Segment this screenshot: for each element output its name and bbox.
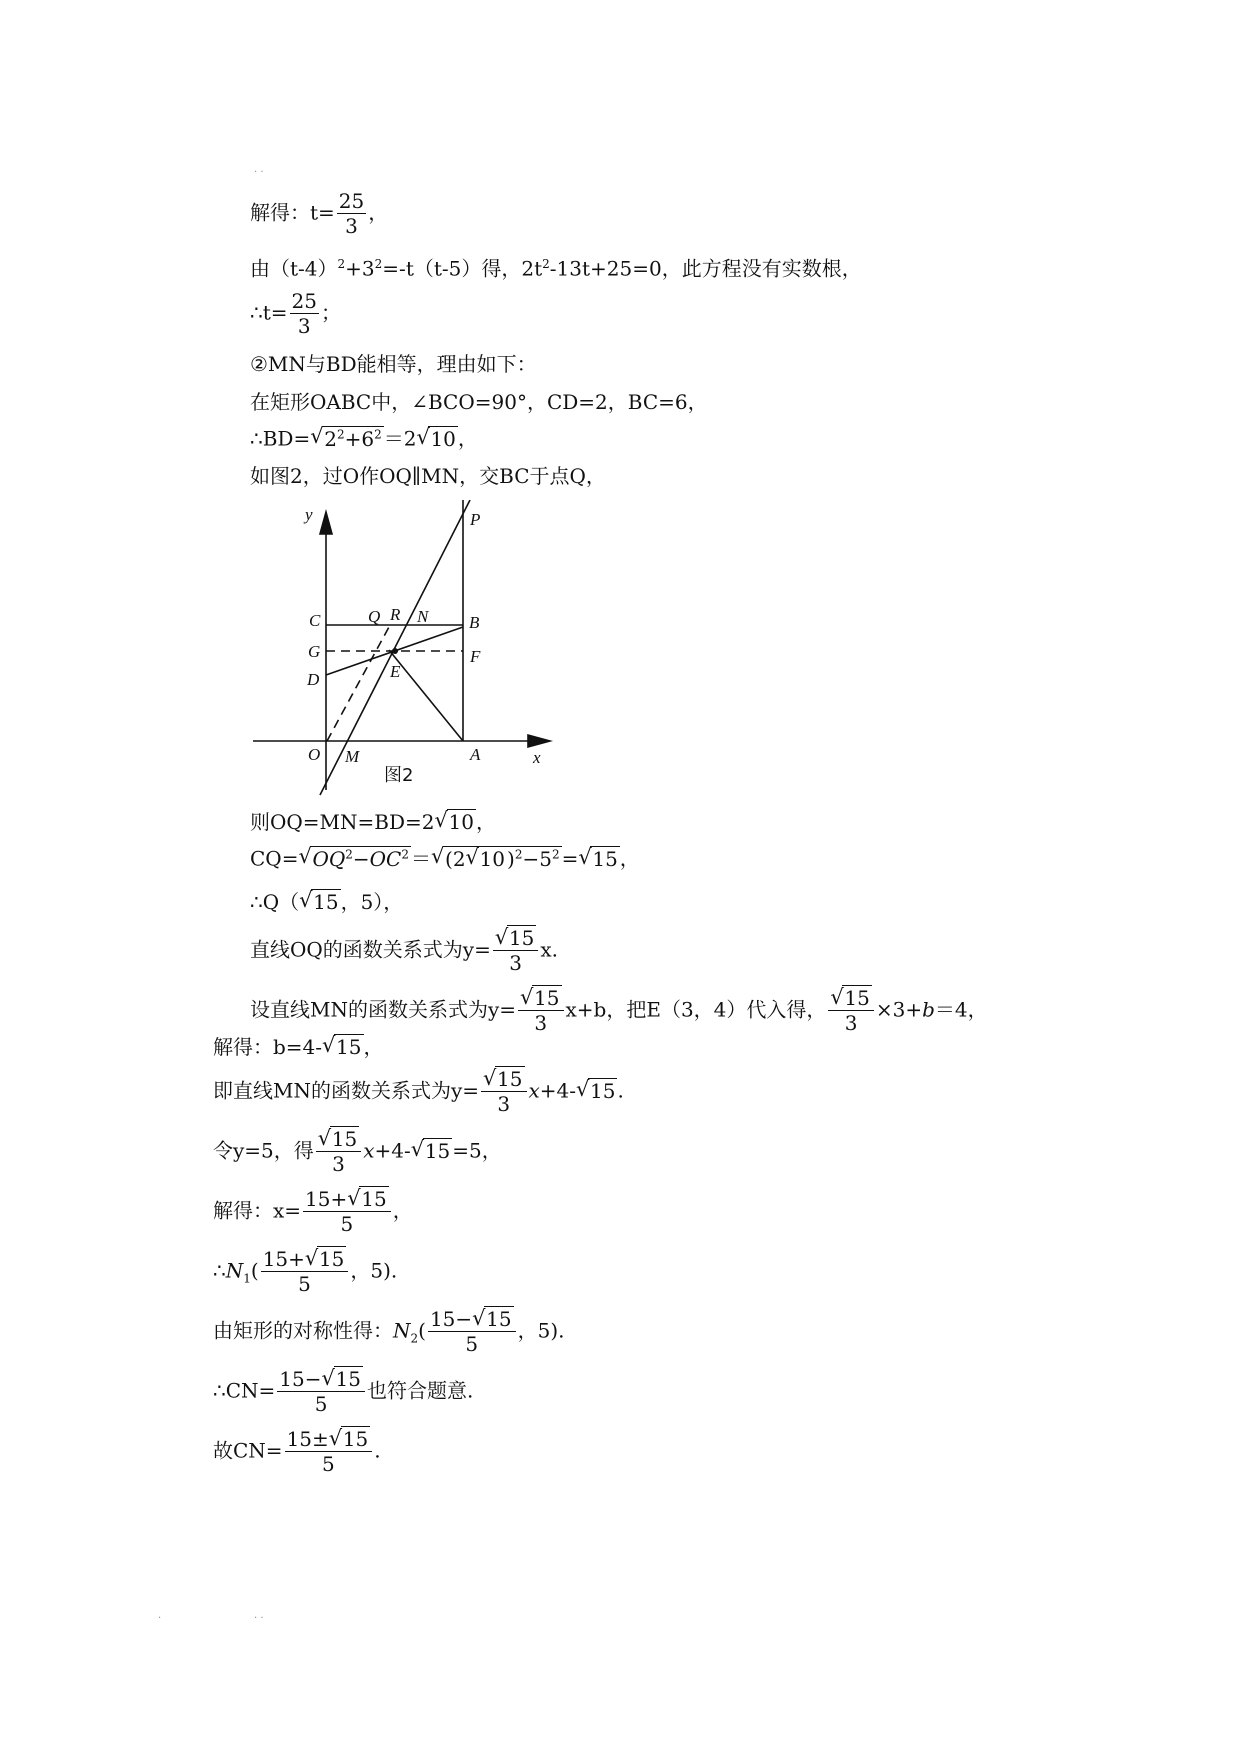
fraction: [828, 987, 873, 1035]
line-let-y: [213, 1128, 502, 1176]
label-q: Q: [368, 607, 381, 626]
numerator: 25: [338, 189, 365, 213]
text: .: [617, 1078, 624, 1103]
text: .: [374, 1438, 381, 1463]
radicand: 15: [424, 1138, 451, 1163]
text: 15±: [286, 1427, 329, 1451]
text: 15−: [429, 1307, 473, 1331]
text: x.: [540, 937, 558, 962]
text: x+b，把E（3，4）代入得，: [565, 997, 827, 1022]
radicand: 15: [844, 986, 870, 1010]
radicand: 15: [361, 1187, 387, 1211]
line-n2: [213, 1308, 565, 1356]
label-y: y: [305, 505, 313, 524]
label-a: A: [470, 745, 481, 764]
fraction: [316, 1128, 361, 1176]
label-x: x: [533, 748, 541, 767]
line-cq: [250, 848, 640, 869]
label-r: R: [390, 605, 401, 624]
scan-mark-top: . .: [254, 164, 264, 175]
denominator: 3: [844, 1011, 858, 1035]
text: N: [225, 1258, 244, 1283]
text: x: [528, 1078, 540, 1103]
fraction: [493, 927, 538, 975]
text: ∴t=: [250, 300, 288, 325]
denominator: 3: [297, 314, 311, 338]
figure-caption: 图2: [384, 765, 414, 786]
text: ＝: [411, 846, 432, 871]
radicand: 15: [592, 846, 618, 871]
fraction: [277, 1368, 365, 1416]
text: ，: [619, 846, 640, 871]
text: =-t（t-5）得，2t: [382, 256, 543, 281]
line-rectangle: 在矩形OABC中，∠BCO=90°，CD=2，BC=6，: [250, 390, 708, 414]
line-q-point: [250, 892, 403, 912]
radical: [305, 1248, 346, 1271]
radical: [466, 846, 507, 871]
radicand: 10: [430, 426, 456, 451]
radical: [483, 1068, 524, 1091]
radicand: 15: [590, 1078, 616, 1103]
fraction: [428, 1308, 516, 1356]
numerator: 25: [291, 289, 317, 313]
line-cn-answer: [213, 1428, 381, 1476]
denominator: 3: [534, 1011, 548, 1035]
line-mn-function: [213, 1068, 624, 1116]
label-n: N: [417, 607, 429, 626]
label-d: D: [307, 670, 320, 689]
text: 即直线MN的函数关系式为y=: [213, 1078, 480, 1103]
denominator: 3: [332, 1152, 345, 1176]
text: CQ=: [250, 846, 299, 871]
text: ∴CN=: [213, 1378, 276, 1403]
text: OQ: [312, 846, 346, 871]
text: 也符合题意.: [366, 1378, 474, 1403]
text: ，: [475, 810, 496, 834]
text: (: [250, 1258, 259, 1283]
line-equation: [250, 258, 862, 279]
exponent: 2: [551, 847, 560, 861]
text: 令y=5，得: [213, 1138, 314, 1163]
text: (2: [445, 846, 466, 871]
line-figure-intro: 如图2，过O作OQ∥MN，交BC于点Q，: [250, 464, 606, 488]
radical: [472, 1308, 513, 1331]
text: 2: [324, 426, 337, 451]
radicand: 10: [448, 810, 474, 834]
text: ×3+: [875, 997, 923, 1022]
text: 15−: [279, 1367, 322, 1391]
text: 直线OQ的函数关系式为y=: [250, 937, 491, 962]
exponent: 2: [374, 427, 382, 441]
line-mn-setup: [250, 987, 988, 1035]
radical: [299, 892, 340, 912]
point-e: [392, 648, 398, 654]
text: N: [393, 1318, 411, 1343]
line-therefore-t: [250, 290, 341, 338]
radicand: 15: [342, 1427, 369, 1451]
geometry-figure: [250, 500, 580, 800]
exponent: 2: [336, 427, 345, 441]
y-axis-arrow: [320, 512, 332, 534]
radical: [416, 426, 457, 451]
radicand: 15: [336, 1035, 362, 1059]
text: ): [507, 846, 515, 871]
line-oq-equals: [250, 812, 496, 832]
fraction: [518, 987, 563, 1035]
line-solve-t: [250, 190, 388, 238]
exponent: 2: [337, 257, 346, 271]
radicand: 15: [486, 1307, 512, 1331]
text: 设直线MN的函数关系式为y=: [250, 997, 517, 1022]
label-b: B: [469, 613, 480, 632]
text: −OC: [352, 846, 402, 871]
denominator: 5: [314, 1392, 328, 1416]
denominator: 3: [497, 1092, 511, 1116]
line-oq-function: [250, 927, 558, 975]
text: −5: [522, 846, 552, 871]
exponent: 2: [401, 847, 410, 861]
label-g: G: [308, 642, 321, 661]
text: ，: [457, 426, 478, 451]
text: -13t+25=0，此方程没有实数根，: [549, 256, 862, 281]
line-cn-also: [213, 1368, 473, 1416]
text: 由（t-4）: [250, 256, 338, 281]
text: ，: [363, 1035, 384, 1059]
radicand: 10: [479, 846, 505, 871]
text: =: [561, 846, 579, 871]
text: ；: [320, 300, 341, 325]
text: +4-: [539, 1078, 577, 1103]
radical: [347, 1188, 388, 1211]
radical: [318, 1128, 359, 1151]
radicand: 15: [313, 890, 339, 914]
text: +3: [345, 256, 375, 281]
denominator: 5: [465, 1332, 479, 1356]
radical: [329, 1428, 370, 1451]
fraction: [481, 1068, 526, 1116]
text: 解得：b=4-: [213, 1035, 323, 1059]
text: ，5).: [517, 1318, 565, 1343]
exponent: 2: [514, 847, 523, 861]
line-solve-b: [213, 1037, 384, 1057]
scan-mark-bottom-mid: . .: [254, 1610, 264, 1621]
text: b: [922, 997, 935, 1022]
radical: [431, 848, 562, 869]
segment-oq: [327, 627, 389, 741]
subscript: 2: [410, 1331, 419, 1346]
text: 15+: [262, 1247, 305, 1271]
text: +6: [344, 426, 375, 451]
text: x: [363, 1138, 375, 1163]
denominator: 3: [345, 214, 358, 238]
radical: [576, 1078, 617, 1103]
text: ，: [392, 1198, 413, 1223]
exponent: 2: [542, 257, 550, 271]
fraction: [337, 190, 366, 238]
radical: [310, 428, 384, 449]
denominator: 5: [340, 1212, 354, 1236]
denominator: 3: [509, 951, 522, 975]
radicand: 15: [331, 1127, 358, 1151]
label-f: F: [470, 647, 481, 666]
radicand: 15: [318, 1247, 345, 1271]
text: ∴Q（: [250, 890, 300, 914]
fraction: [290, 290, 319, 338]
scan-mark-bottom-left: .: [158, 1610, 162, 1621]
radical: [495, 927, 536, 950]
text: 15+: [305, 1187, 348, 1211]
text: ，5).: [350, 1258, 398, 1283]
fraction: [303, 1188, 391, 1236]
text: ，5），: [340, 890, 404, 914]
radical: [298, 848, 411, 869]
text: 解得：t=: [250, 200, 335, 225]
subscript: 1: [243, 1271, 251, 1286]
text: 故CN=: [213, 1438, 283, 1463]
text: 解得：x=: [213, 1198, 302, 1223]
radical: [520, 987, 561, 1010]
label-m: M: [345, 747, 360, 766]
fraction: [261, 1248, 349, 1296]
radical: [322, 1037, 363, 1057]
radicand: 15: [508, 926, 535, 950]
radical: [830, 987, 871, 1010]
exponent: 2: [345, 847, 353, 861]
radicand: 15: [497, 1067, 523, 1091]
text: ，: [368, 200, 389, 225]
line-bd: [250, 428, 478, 449]
radical: [435, 812, 476, 832]
label-o: O: [308, 745, 321, 764]
radical: [578, 846, 619, 871]
radicand: 15: [335, 1367, 361, 1391]
exponent: 2: [374, 257, 383, 271]
text: ＝4，: [934, 997, 988, 1022]
text: (: [418, 1318, 426, 1343]
line-part2-heading: ②MN与BD能相等，理由如下：: [250, 352, 537, 376]
line-n1: [213, 1248, 397, 1296]
label-c: C: [309, 611, 321, 630]
text: +4-: [374, 1138, 411, 1163]
label-e: E: [390, 662, 401, 681]
radical: [322, 1368, 363, 1391]
denominator: 5: [322, 1452, 335, 1476]
radicand: 15: [534, 986, 560, 1010]
line-solve-x: [213, 1188, 413, 1236]
text: ∴BD=: [250, 426, 311, 451]
text: ＝2: [383, 426, 417, 451]
denominator: 5: [298, 1272, 311, 1296]
x-axis-arrow: [528, 735, 550, 747]
radical: [411, 1138, 452, 1163]
text: 由矩形的对称性得：: [213, 1318, 393, 1343]
text: ∴: [213, 1258, 226, 1283]
label-p: P: [470, 510, 481, 529]
fraction: [285, 1428, 373, 1476]
text: =5，: [452, 1138, 502, 1163]
text: 则OQ=MN=BD=2: [250, 810, 435, 834]
line-mp: [320, 500, 470, 795]
